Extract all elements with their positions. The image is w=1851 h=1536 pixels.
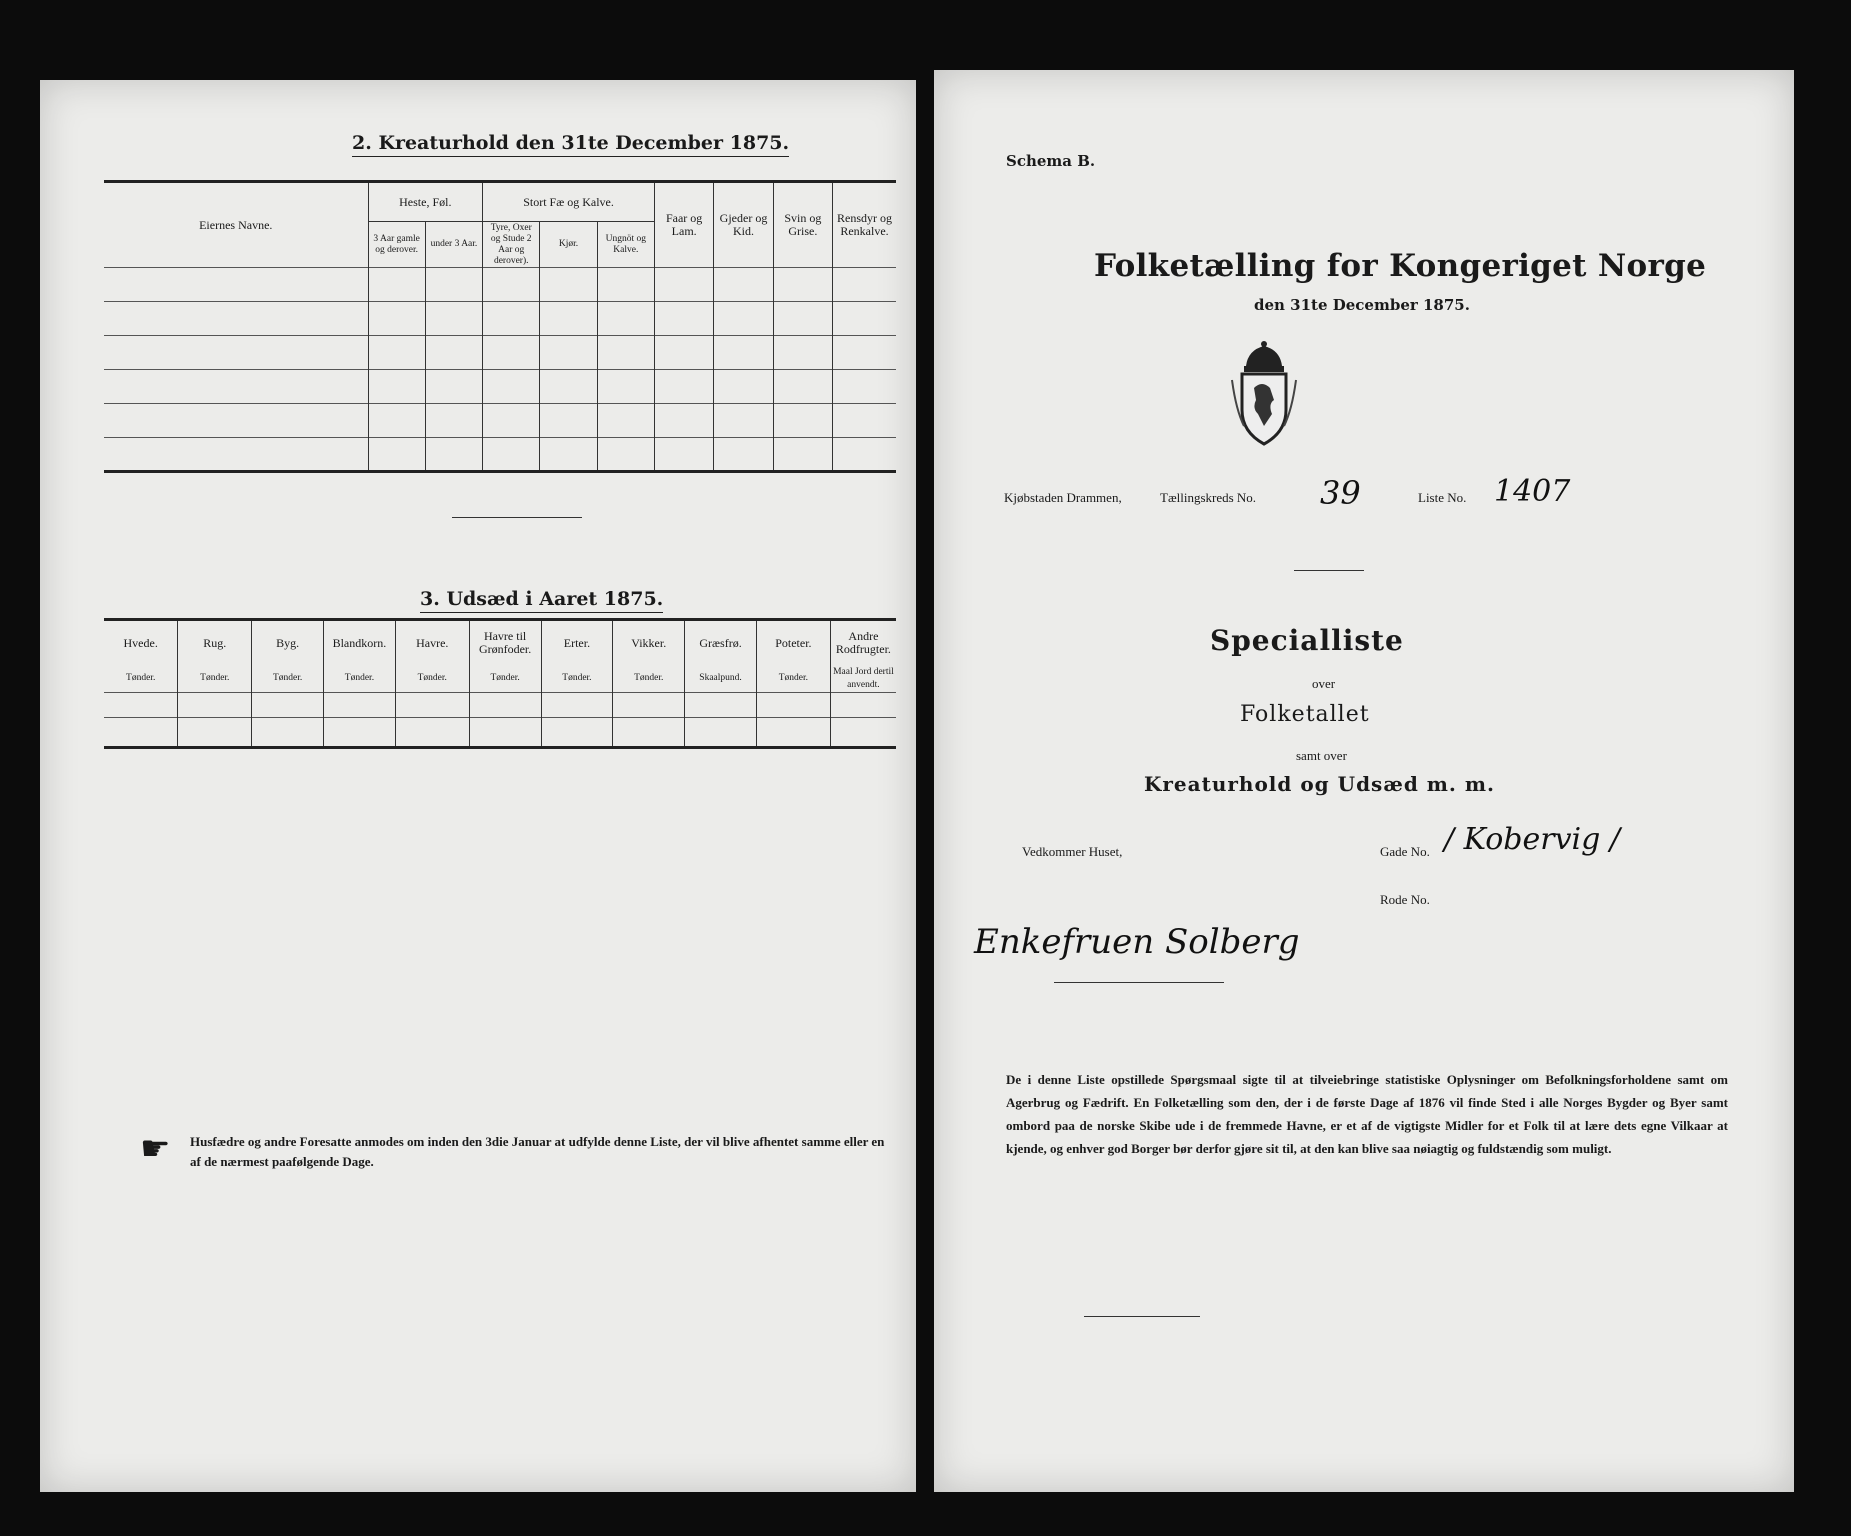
- coat-of-arms-icon: [1224, 340, 1304, 448]
- unit-cell: Maal Jord dertil anvendt.: [830, 666, 896, 693]
- udsaed-table: [104, 618, 896, 749]
- unit-cell: Tønder.: [541, 666, 613, 693]
- gade-value: / Kobervig /: [1444, 822, 1621, 857]
- col-rug: Rug.: [178, 620, 252, 666]
- specialliste-heading: Specialliste: [1210, 624, 1404, 657]
- table-row: [104, 268, 896, 302]
- kjobstad-label: Kjøbstaden Drammen,: [1004, 490, 1122, 505]
- notice-left: Husfædre og andre Foresatte anmodes om inden den 3die Januar at udfylde denne Liste, der vil blive afhentet samme eller en af de nærmest paafølgende Dage.: [190, 1134, 885, 1169]
- left-page: [40, 80, 916, 1492]
- liste-label: Liste No.: [1418, 490, 1467, 505]
- section2-title: 2. Kreaturhold den 31te December 1875.: [352, 132, 789, 157]
- col-havre-gronfoder: Havre til Grønfoder.: [469, 620, 541, 666]
- table-row: [104, 404, 896, 438]
- col-tyre: Tyre, Oxer og Stude 2 Aar og derover).: [483, 222, 540, 268]
- kreds-label: Tællingskreds No.: [1160, 490, 1257, 505]
- col-heste-old: 3 Aar gamle og derover.: [368, 222, 425, 268]
- folketallet-heading: Folketallet: [1240, 702, 1370, 727]
- page-subtitle: den 31te December 1875.: [1254, 296, 1470, 314]
- col-heste-young: under 3 Aar.: [425, 222, 482, 268]
- col-vikker: Vikker.: [613, 620, 685, 666]
- col-erter: Erter.: [541, 620, 613, 666]
- divider: [452, 517, 582, 518]
- unit-cell: Tønder.: [324, 666, 396, 693]
- col-blandkorn: Blandkorn.: [324, 620, 396, 666]
- vedkommer-label: Vedkommer Huset,: [1022, 844, 1123, 859]
- divider: [1294, 570, 1364, 571]
- pointing-hand-icon: ☛: [140, 1129, 171, 1169]
- col-owner: Eiernes Navne.: [104, 182, 368, 268]
- right-page: [934, 70, 1794, 1492]
- unit-cell: Tønder.: [252, 666, 324, 693]
- table-row: [104, 302, 896, 336]
- kreds-value: 39: [1320, 474, 1361, 512]
- col-poteter: Poteter.: [756, 620, 830, 666]
- col-ungnot: Ungnöt og Kalve.: [597, 222, 654, 268]
- table-row: [104, 370, 896, 404]
- gade-label: Gade No.: [1380, 844, 1430, 859]
- unit-cell: Skaalpund.: [685, 666, 757, 693]
- samt-over-text: samt over: [1296, 748, 1347, 763]
- liste-value: 1407: [1494, 474, 1571, 509]
- schema-label: Schema B.: [1006, 152, 1096, 170]
- table-row: [104, 336, 896, 370]
- over-text: over: [1312, 676, 1336, 691]
- table-row: [104, 438, 896, 472]
- col-gjeder: Gjeder og Kid.: [714, 182, 773, 268]
- col-stort: Stort Fæ og Kalve.: [483, 182, 655, 222]
- divider: [1084, 1316, 1200, 1317]
- unit-cell: Tønder.: [104, 666, 178, 693]
- col-heste: Heste, Føl.: [368, 182, 483, 222]
- col-havre: Havre.: [395, 620, 469, 666]
- col-andre: Andre Rodfrugter.: [830, 620, 896, 666]
- col-rensdyr: Rensdyr og Renkalve.: [833, 182, 896, 268]
- col-hvede: Hvede.: [104, 620, 178, 666]
- col-svin: Svin og Grise.: [773, 182, 832, 268]
- divider: [1054, 982, 1224, 983]
- kreaturhold-heading: Kreaturhold og Udsæd m. m.: [1144, 772, 1495, 796]
- unit-cell: Tønder.: [178, 666, 252, 693]
- owner-handwriting: Enkefruen Solberg: [974, 922, 1300, 962]
- col-byg: Byg.: [252, 620, 324, 666]
- col-faar: Faar og Lam.: [654, 182, 713, 268]
- kreaturhold-table: [104, 180, 896, 473]
- unit-cell: Tønder.: [469, 666, 541, 693]
- unit-cell: Tønder.: [395, 666, 469, 693]
- unit-cell: Tønder.: [756, 666, 830, 693]
- table-row: [104, 717, 896, 747]
- notice-right: De i denne Liste opstillede Spørgsmaal sigte til at tilveiebringe statistiske Oplysninger om Befolkningsforholdene samt om Agerbrug og Fædrift. En Folketælling som den, der i de første Dage af 1876 vil finde Sted i alle Norges Bygder og Byer samt ombord paa de norske Skibe ude i de fremmede Havne, er et af de vigtigste Midler for et Folk til at lære dets egne Vilkaar at kjende, og enhver god Borger bør derfor gjøre sit til, at den kan blive saa nøiagtig og fuldstændig som muligt.: [1006, 1072, 1728, 1156]
- section3-title: 3. Udsæd i Aaret 1875.: [420, 588, 663, 613]
- col-kjor: Kjør.: [540, 222, 597, 268]
- unit-cell: Tønder.: [613, 666, 685, 693]
- rode-label: Rode No.: [1380, 892, 1430, 907]
- table-row: [104, 692, 896, 717]
- col-graesfro: Græsfrø.: [685, 620, 757, 666]
- page-title: Folketælling for Kongeriget Norge: [1094, 248, 1707, 284]
